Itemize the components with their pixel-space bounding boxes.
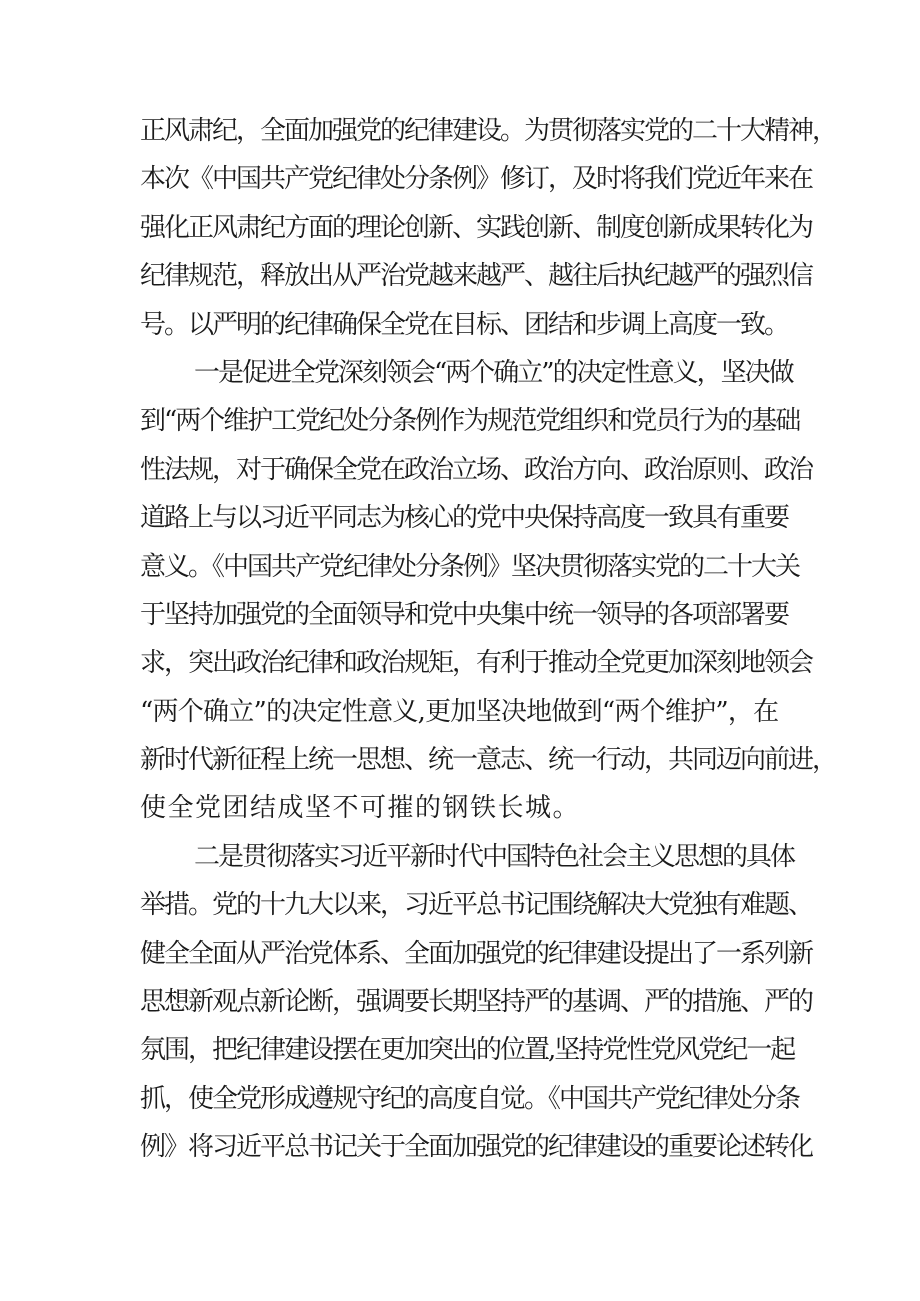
text-line: 号。以严明的纪律确保全党在目标、团结和步调上高度一致。 — [140, 309, 789, 340]
text-line: 抓，使全党形成遵规守纪的高度自觉。《中国共产党纪律处分条 — [140, 1083, 800, 1114]
text-line: 到“两个维护工党纪处分条例作为规范党组织和党员行为的基础 — [140, 406, 800, 437]
text-line: 本次《中国共产党纪律处分条例》修订，及时将我们党近年来在 — [140, 164, 813, 195]
text-line: 新时代新征程上统一思想、统一意志、统一行动，共同迈向前进， — [140, 745, 837, 776]
text-line: 健全全面从严治党体系、全面加强党的纪律建设提出了一系列新 — [140, 938, 813, 969]
paragraph-3 — [140, 833, 813, 1172]
text-line: 求，突出政治纪律和政治规矩，有利于推动全党更加深刻地领会 — [140, 648, 813, 679]
text-line: 二是贯彻落实习近平新时代中国特色社会主义思想的具体 — [194, 841, 795, 872]
text-line: 举措。党的十九大以来，习近平总书记围绕解决大党独有难题、 — [140, 890, 813, 921]
document-body — [140, 107, 837, 1172]
text-line: 使全党团结成坚不可摧的钢铁长城。 — [140, 793, 581, 824]
text-line: 于坚持加强党的全面领导和党中央集中统一领导的各项部署要 — [140, 599, 789, 630]
text-line: 道路上与以习近平同志为核心的党中央保持高度一致具有重要 — [140, 503, 789, 534]
text-line: 一是促进全党深刻领会“两个确立”的决定性意义，坚决做 — [194, 357, 793, 388]
text-line: 意义。《中国共产党纪律处分条例》坚决贯彻落实党的二十大关 — [140, 551, 800, 582]
text-line: 强化正风肃纪方面的理论创新、实践创新、制度创新成果转化为 — [140, 212, 813, 243]
text-line: 思想新观点新论断，强调要长期坚持严的基调、严的措施、严的 — [140, 987, 813, 1018]
text-line: 纪律规范，释放出从严治党越来越严、越往后执纪越严的强烈信 — [140, 261, 813, 292]
paragraph-1 — [140, 107, 837, 349]
text-line: 正风肃纪，全面加强党的纪律建设。为贯彻落实党的二十大精神， — [140, 116, 837, 146]
text-line: 例》将习近平总书记关于全面加强党的纪律建设的重要论述转化 — [140, 1132, 813, 1163]
paragraph-2 — [140, 349, 837, 833]
text-line: 氛围，把纪律建设摆在更加突出的位置,坚持党性党风党纪一起 — [140, 1035, 795, 1066]
text-line: “两个确立”的决定性意义,更加坚决地做到“两个维护”，在 — [140, 696, 779, 727]
text-line: 性法规，对于确保全党在政治立场、政治方向、政治原则、政治 — [140, 454, 813, 485]
